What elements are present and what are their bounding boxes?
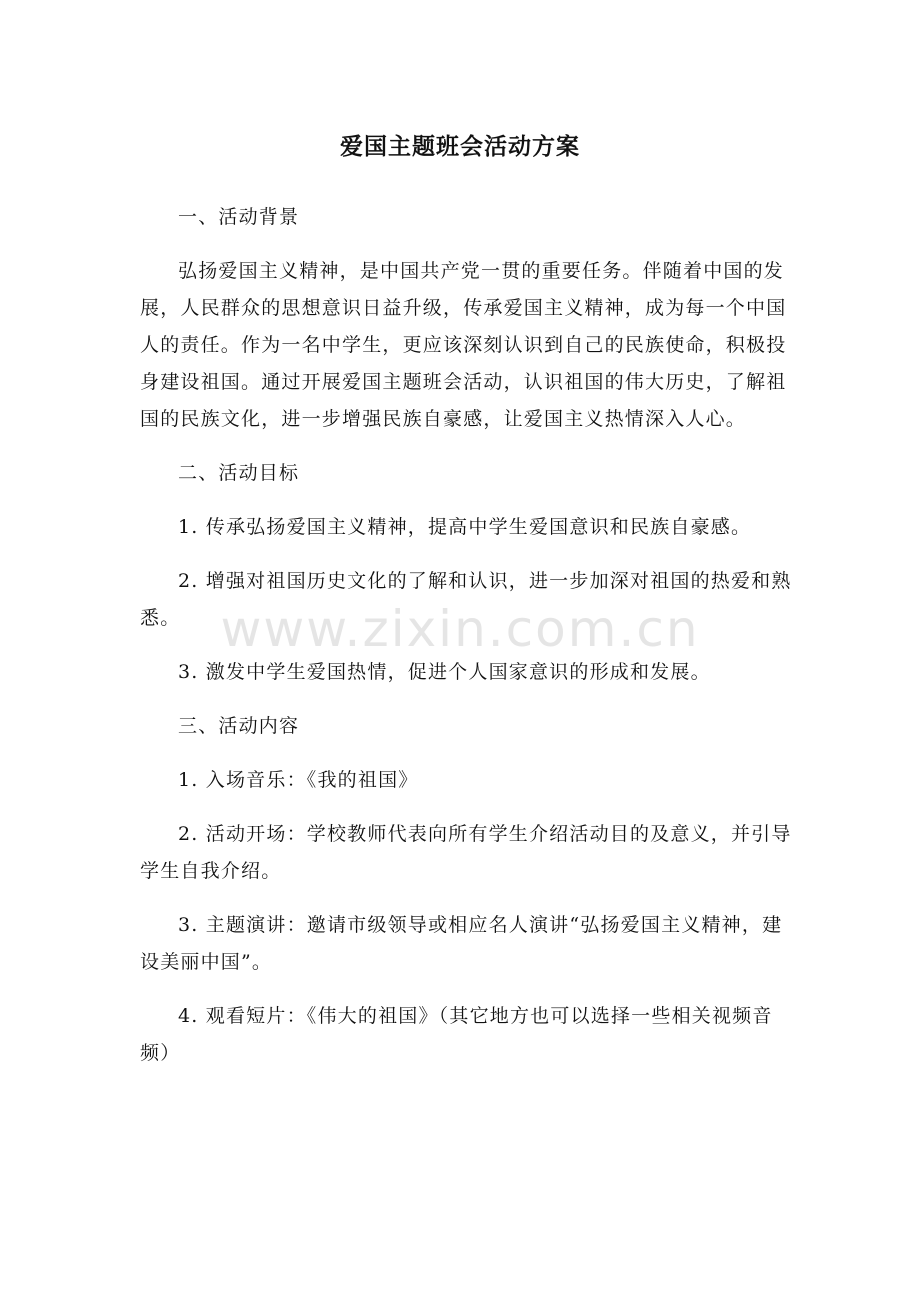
goal-item-2: 2. 增强对祖国历史文化的了解和认识，进一步加深对祖国的热爱和熟悉。 (140, 570, 792, 629)
goal-item-1: 1. 传承弘扬爱国主义精神，提高中学生爱国意识和民族自豪感。 (178, 516, 752, 538)
content-item-4: 4. 观看短片：《伟大的祖国》（其它地方也可以选择一些相关视频音频） (140, 1005, 773, 1064)
goal-item-3: 3. 激发中学生爱国热情，促进个人国家意识的形成和发展。 (178, 661, 711, 683)
section-heading-goals: 二、活动目标 (178, 462, 300, 484)
document-body (140, 199, 800, 1089)
content-item-1: 1. 入场音乐：《我的祖国》 (178, 769, 419, 791)
section-heading-background: 一、活动背景 (178, 206, 300, 228)
document-title: 爱国主题班会活动方案 (340, 134, 580, 160)
watermark: www.zixin.com.cn (220, 600, 700, 658)
content-item-3: 3. 主题演讲：邀请市级领导或相应名人演讲“弘扬爱国主义精神，建设美丽中国”。 (140, 914, 783, 973)
content-item-2: 2. 活动开场：学校教师代表向所有学生介绍活动目的及意义，并引导学生自我介绍。 (140, 823, 792, 882)
background-paragraph: 弘扬爱国主义精神，是中国共产党一贯的重要任务。伴随着中国的发展，人民群众的思想意识日益升级，传承爱国主义精神，成为每一个中国人的责任。作为一名中学生，更应该深刻认识到自己的民族使命，积极投身建设祖国。通过开展爱国主题班会活动，认识祖国的伟大历史，了解祖国的民族文化，进一步增强民族自豪感，让爱国主义热情深入人心。 (140, 260, 787, 430)
section-heading-content: 三、活动内容 (178, 715, 300, 737)
